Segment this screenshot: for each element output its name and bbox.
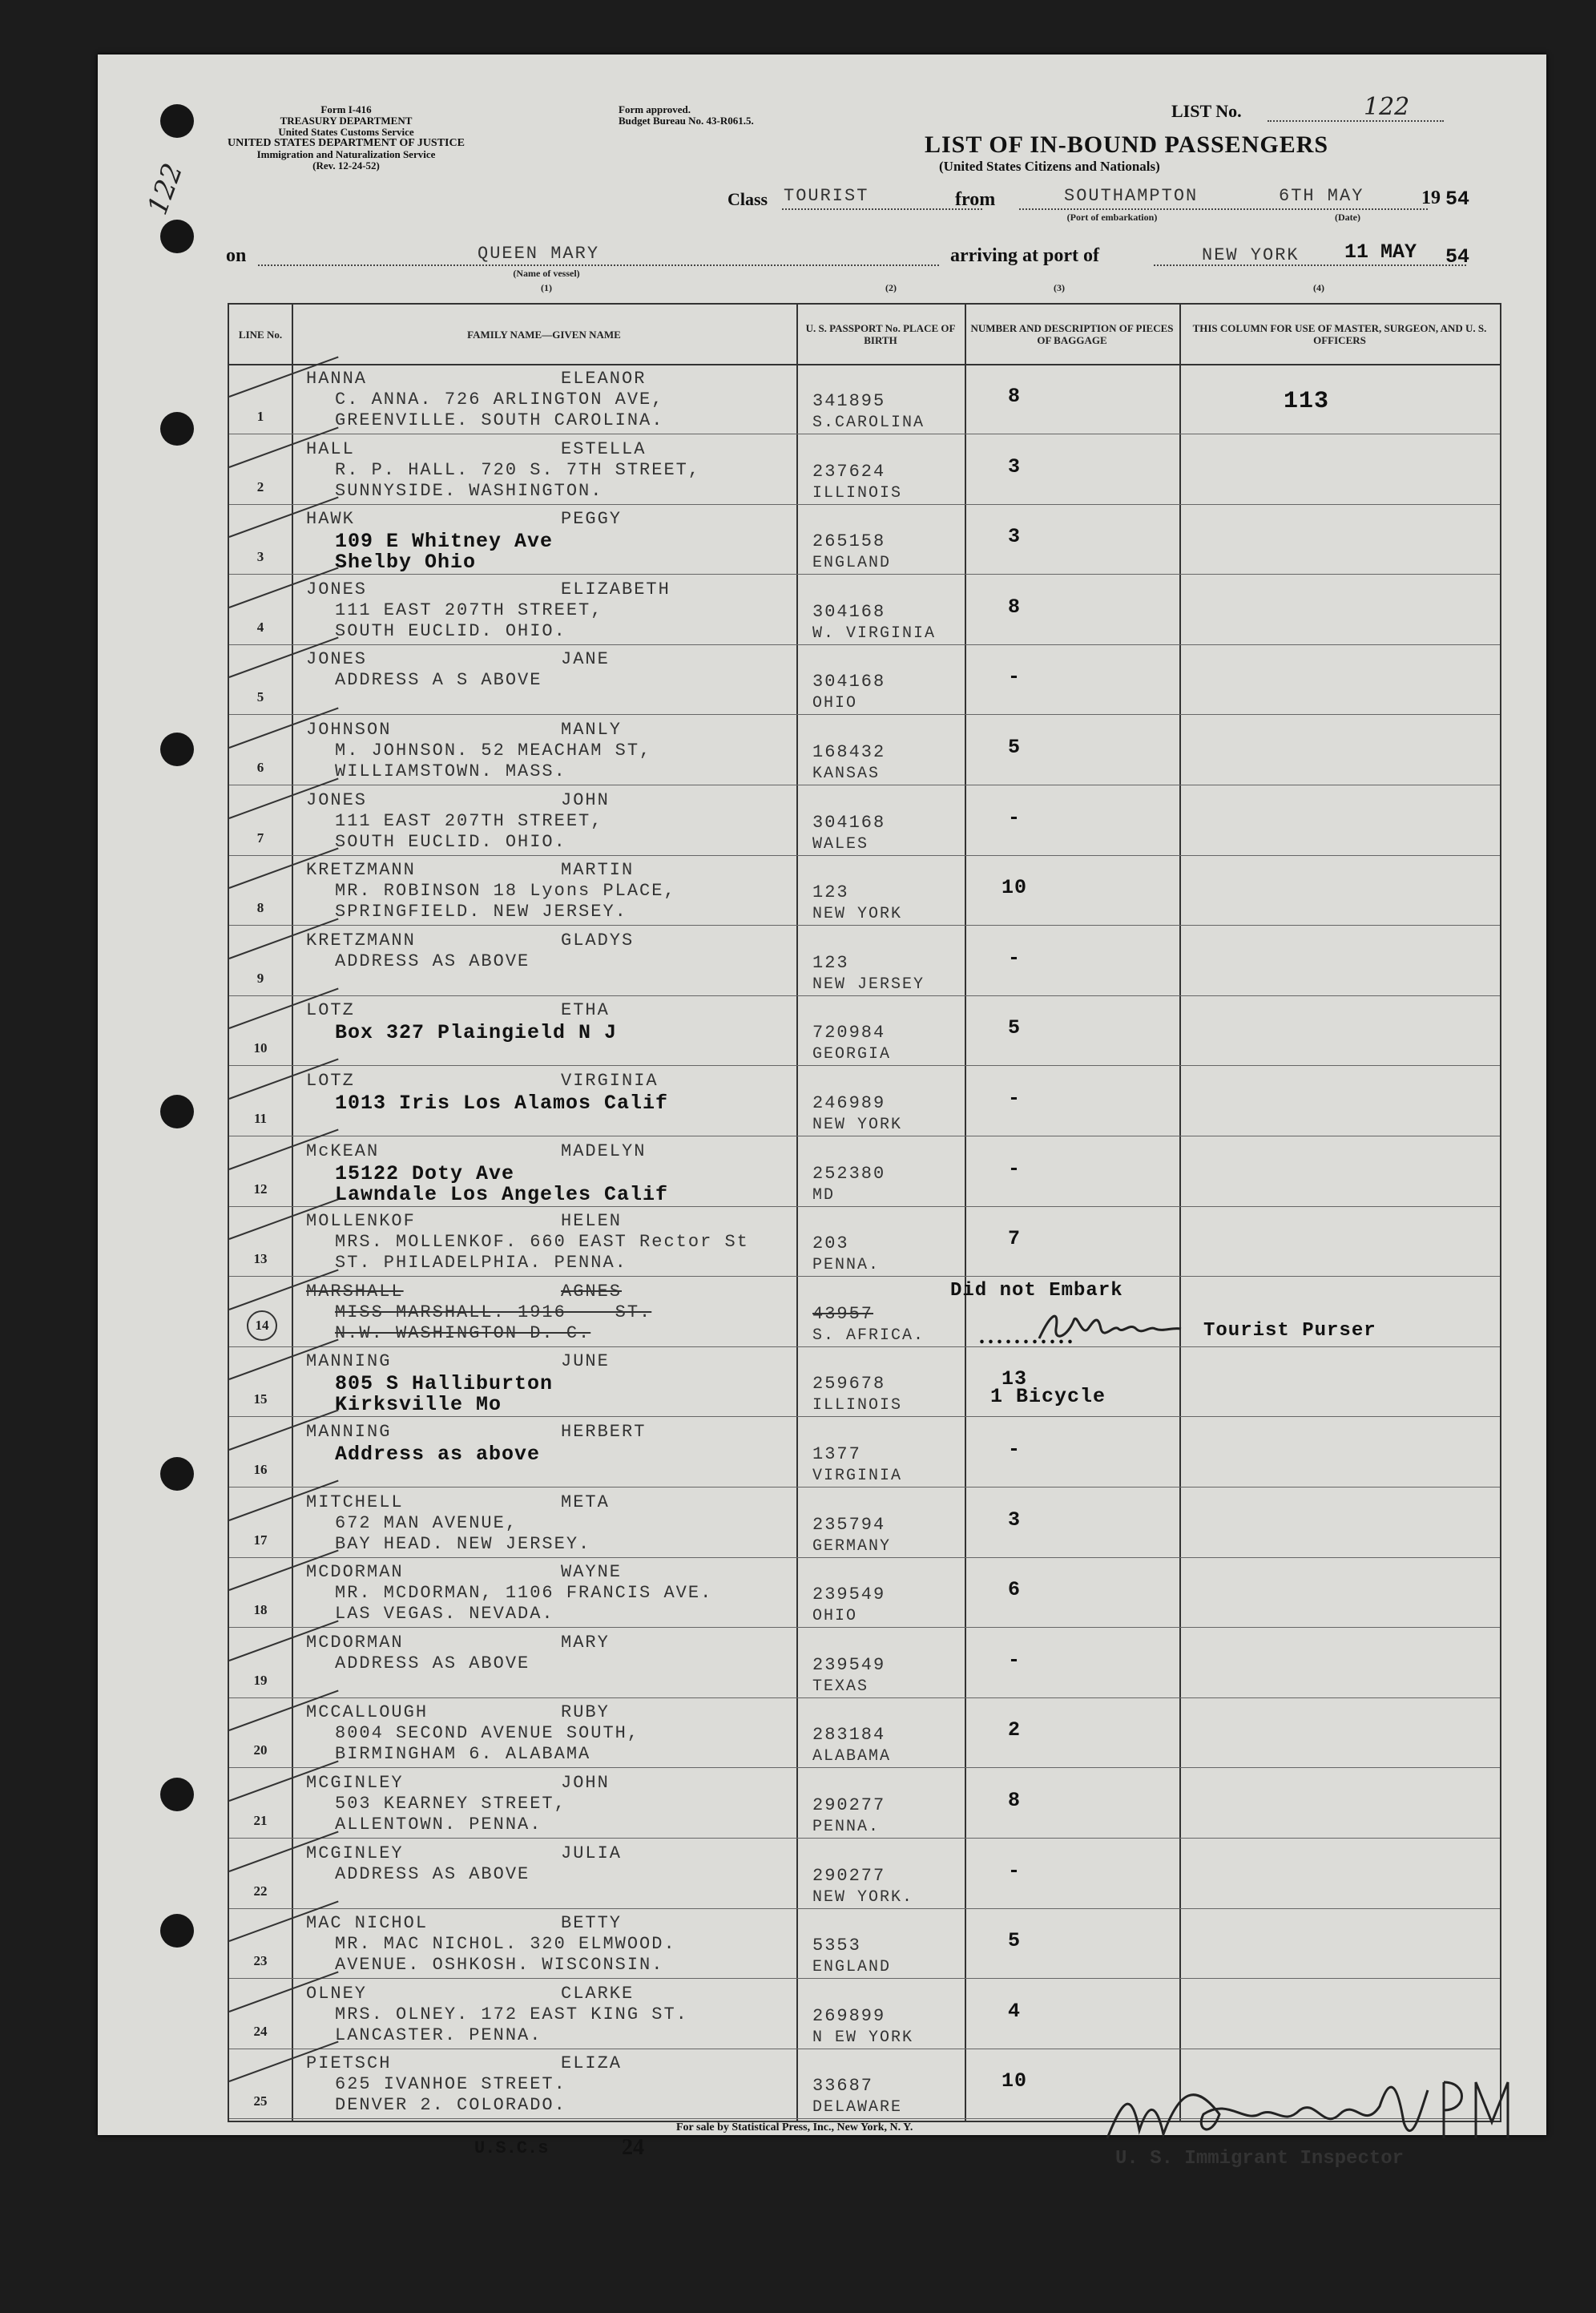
- table-row: [229, 1557, 1500, 1628]
- baggage-count: 10: [1001, 876, 1027, 900]
- given-name: JUNE: [561, 1351, 610, 1372]
- baggage-count: Did not Embark: [950, 1279, 1123, 1302]
- address-line-1: 15122 Doty Ave: [335, 1161, 515, 1185]
- from-line: [1019, 208, 1428, 210]
- given-name: JOHN: [561, 1773, 610, 1793]
- address-line-2: SPRINGFIELD. NEW JERSEY.: [335, 902, 627, 922]
- baggage-count: 8: [1007, 385, 1021, 408]
- address-line-2: WILLIAMSTOWN. MASS.: [335, 761, 566, 781]
- baggage-count: -: [1007, 1648, 1021, 1672]
- table-row: [229, 1839, 1500, 1909]
- caption-1: (1): [541, 282, 552, 293]
- vessel-caption: (Name of vessel): [513, 268, 580, 279]
- budget-bureau: Budget Bureau No. 43-R061.5.: [619, 115, 754, 127]
- address-line-2: LAS VEGAS. NEVADA.: [335, 1604, 554, 1625]
- address-line-1: Box 327 Plaingield N J: [335, 1021, 618, 1045]
- passport-number: 269899: [812, 2005, 886, 2026]
- baggage-count: 5: [1007, 1929, 1021, 1953]
- passport-number: 246989: [812, 1093, 886, 1113]
- customs-service: United States Customs Service: [278, 126, 414, 138]
- passport-number: 33687: [812, 2076, 874, 2097]
- table-row: [229, 1277, 1500, 1347]
- given-name: ELEANOR: [561, 369, 647, 389]
- table-row: [229, 1346, 1500, 1417]
- place-of-birth: S. AFRICA.: [812, 1326, 925, 1345]
- table-row: [229, 715, 1500, 785]
- purser-signature: [1035, 1305, 1187, 1356]
- given-name: ESTELLA: [561, 438, 647, 459]
- table-row: [229, 995, 1500, 1066]
- family-name: MAC NICHOL: [306, 1913, 429, 1934]
- baggage-count: 2: [1007, 1718, 1021, 1742]
- place-of-birth: VIRGINIA: [812, 1467, 903, 1485]
- address-line-1: MRS. MOLLENKOF. 660 EAST Rector St: [335, 1232, 749, 1253]
- punch-hole: [160, 1778, 194, 1811]
- place-of-birth: OHIO: [812, 694, 858, 713]
- table-row: [229, 575, 1500, 645]
- year-prefix: 19: [1421, 188, 1441, 208]
- baggage-count: -: [1007, 1087, 1021, 1110]
- port-embark-caption: (Port of embarkation): [1066, 212, 1158, 223]
- margin-note: 122: [141, 159, 190, 220]
- line-number: 13: [253, 1251, 268, 1267]
- form-number: Form I-416: [320, 103, 372, 115]
- embark-date: 6TH MAY: [1279, 186, 1364, 206]
- address-line-1: MISS MARSHALL. 1916 -- ST.: [335, 1302, 652, 1322]
- passenger-table: [228, 303, 1501, 2122]
- place-of-birth: GERMANY: [812, 1536, 892, 1556]
- address-line-2: SOUTH EUCLID. OHIO.: [335, 620, 566, 641]
- address-line-1: ADDRESS A S ABOVE: [335, 670, 542, 691]
- place-of-birth: OHIO: [812, 1607, 858, 1626]
- family-name: HANNA: [306, 369, 368, 389]
- inspector-signature: [1099, 2066, 1516, 2158]
- address-line-1: MR. ROBINSON 18 Lyons PLACE,: [335, 881, 676, 902]
- line-number: 17: [253, 1532, 268, 1548]
- passport-number: 304168: [812, 812, 886, 833]
- baggage-count: -: [1007, 1156, 1021, 1181]
- address-line-2: AVENUE. OSHKOSH. WISCONSIN.: [335, 1955, 664, 1976]
- line-number: 19: [253, 1672, 268, 1688]
- list-no-value: 122: [1364, 93, 1410, 121]
- punch-hole: [160, 733, 194, 766]
- address-line-2: LANCASTER. PENNA.: [335, 2024, 542, 2045]
- place-of-birth: NEW YORK.: [812, 1887, 914, 1907]
- given-name: META: [561, 1492, 610, 1512]
- embark-port: SOUTHAMPTON: [1064, 186, 1199, 206]
- address-line-2: Shelby Ohio: [335, 551, 477, 575]
- given-name: PEGGY: [561, 509, 623, 530]
- family-name: MCDORMAN: [306, 1562, 404, 1583]
- address-line-1: C. ANNA. 726 ARLINGTON AVE,: [335, 390, 664, 410]
- given-name: MARTIN: [561, 860, 635, 881]
- baggage-count: 3: [1007, 1508, 1021, 1532]
- table-row: [229, 785, 1500, 856]
- punch-hole: [160, 1457, 194, 1491]
- passport-number: 5353: [812, 1936, 861, 1956]
- address-line-1: 672 MAN AVENUE,: [335, 1512, 518, 1533]
- address-line-2: SUNNYSIDE. WASHINGTON.: [335, 480, 603, 501]
- passport-number: 239549: [812, 1654, 886, 1675]
- baggage-count: -: [1007, 1438, 1021, 1461]
- passport-number: 43957: [812, 1303, 874, 1324]
- passport-number: 1377: [812, 1444, 861, 1464]
- given-name: HELEN: [561, 1211, 623, 1232]
- given-name: ELIZA: [561, 2053, 623, 2074]
- family-name: MANNING: [306, 1351, 392, 1372]
- officer-note: 113: [1284, 388, 1330, 415]
- passport-number: 203: [812, 1233, 849, 1254]
- usc-label: U.S.C.s: [474, 2138, 549, 2158]
- given-name: BETTY: [561, 1913, 623, 1934]
- form-approved: Form approved.: [619, 103, 691, 115]
- given-name: MARY: [561, 1632, 610, 1653]
- line-number: 11: [253, 1111, 268, 1126]
- family-name: MANNING: [306, 1422, 392, 1442]
- punch-hole: [160, 412, 194, 446]
- given-name: JOHN: [561, 789, 610, 810]
- manifest-sheet: [98, 54, 1546, 2170]
- punch-hole: [160, 1914, 194, 1948]
- revision: (Rev. 12-24-52): [312, 159, 380, 172]
- line-number: 24: [253, 2023, 268, 2039]
- place-of-birth: NEW YORK: [812, 905, 903, 924]
- arrival-port: NEW YORK: [1202, 245, 1300, 265]
- family-name: KRETZMANN: [306, 860, 416, 881]
- line-number: 7: [256, 830, 264, 846]
- place-of-birth: NEW JERSEY: [812, 975, 925, 994]
- list-no-line: [1268, 120, 1444, 122]
- table-row: [229, 504, 1500, 575]
- officer-note: Tourist Purser: [1203, 1319, 1376, 1342]
- table-row: [229, 434, 1500, 505]
- address-line-1: 805 S Halliburton: [335, 1372, 554, 1396]
- line-number: 1: [256, 409, 264, 424]
- place-of-birth: WALES: [812, 834, 869, 854]
- address-line-2: Kirksville Mo: [335, 1393, 502, 1417]
- family-name: JONES: [306, 579, 368, 599]
- given-name: ELIZABETH: [561, 579, 671, 599]
- baggage-count: -: [1007, 665, 1021, 689]
- family-name: HAWK: [306, 509, 355, 530]
- family-name: LOTZ: [306, 1071, 355, 1091]
- class-label: Class: [727, 189, 768, 209]
- family-name: MCGINLEY: [306, 1773, 404, 1793]
- passport-number: 304168: [812, 601, 886, 622]
- place-of-birth: PENNA.: [812, 1818, 881, 1836]
- address-line-1: 1013 Iris Los Alamos Calif: [335, 1092, 669, 1115]
- place-of-birth: DELAWARE: [812, 2098, 903, 2117]
- passport-number: 168432: [812, 742, 886, 762]
- caption-3: (3): [1054, 282, 1065, 293]
- given-name: CLARKE: [561, 1983, 635, 2004]
- table-row: [229, 1768, 1500, 1839]
- arrival-line: [1154, 264, 1466, 266]
- line-number: 23: [253, 1953, 268, 1969]
- baggage-count: 5: [1007, 736, 1021, 759]
- line-number: 6: [256, 760, 264, 775]
- baggage-count: -: [1007, 1859, 1021, 1883]
- line-number: 12: [253, 1181, 268, 1197]
- family-name: JOHNSON: [306, 720, 392, 740]
- address-line-1: 625 IVANHOE STREET.: [335, 2074, 566, 2095]
- given-name: MANLY: [561, 720, 623, 740]
- usc-count: 24: [622, 2135, 644, 2160]
- passport-number: 259678: [812, 1374, 886, 1395]
- table-row: [229, 855, 1500, 926]
- passport-number: 283184: [812, 1725, 886, 1746]
- caption-4: (4): [1313, 282, 1324, 293]
- family-name: LOTZ: [306, 1000, 355, 1021]
- given-name: JANE: [561, 649, 610, 670]
- punch-hole: [160, 1095, 194, 1128]
- form-identity-block: [210, 104, 482, 172]
- line-number: 18: [253, 1602, 268, 1618]
- table-row: [229, 1908, 1500, 1979]
- line-number: 20: [253, 1742, 268, 1758]
- table-row: [229, 1628, 1500, 1698]
- given-name: AGNES: [561, 1281, 623, 1302]
- passport-number: 123: [812, 952, 849, 973]
- place-of-birth: NEW YORK: [812, 1116, 903, 1134]
- line-number: 4: [256, 619, 264, 635]
- family-name: HALL: [306, 438, 355, 459]
- place-of-birth: KANSAS: [812, 765, 881, 783]
- purser-signature-mark: [1035, 1305, 1187, 1348]
- place-of-birth: MD: [812, 1185, 836, 1205]
- statistical-press: For sale by Statistical Press, Inc., New York, N. Y.: [676, 2121, 913, 2133]
- place-of-birth: PENNA.: [812, 1256, 881, 1275]
- place-of-birth: W. VIRGINIA: [812, 624, 937, 643]
- family-name: MOLLENKOF: [306, 1211, 416, 1232]
- address-line-2: DENVER 2. COLORADO.: [335, 2095, 566, 2116]
- col-head-baggage: NUMBER AND DESCRIPTION OF PIECES OF BAGGAGE: [965, 305, 1179, 365]
- place-of-birth: S.CAROLINA: [812, 414, 925, 432]
- page-title: LIST OF IN-BOUND PASSENGERS: [925, 131, 1329, 158]
- table-row: [229, 1066, 1500, 1136]
- address-line-2: GREENVILLE. SOUTH CAROLINA.: [335, 410, 664, 430]
- family-name: KRETZMANN: [306, 930, 416, 951]
- ins-service: Immigration and Naturalization Service: [256, 148, 436, 160]
- address-line-2: ST. PHILADELPHIA. PENNA.: [335, 1253, 627, 1274]
- family-name: MCGINLEY: [306, 1843, 404, 1863]
- given-name: RUBY: [561, 1702, 610, 1723]
- baggage-count: -: [1007, 946, 1021, 970]
- table-row: [229, 1697, 1500, 1768]
- baggage-count: 3: [1007, 525, 1021, 549]
- address-line-1: R. P. HALL. 720 S. 7TH STREET,: [335, 459, 701, 480]
- class-line: [782, 208, 982, 210]
- vessel-line: [258, 264, 939, 266]
- list-no-label: LIST No.: [1171, 101, 1242, 121]
- baggage-count: 3: [1007, 454, 1021, 478]
- family-name: MCDORMAN: [306, 1632, 404, 1653]
- family-name: MCCALLOUGH: [306, 1702, 429, 1723]
- given-name: HERBERT: [561, 1422, 647, 1442]
- class-value: TOURIST: [784, 186, 869, 206]
- family-name: JONES: [306, 789, 368, 810]
- given-name: MADELYN: [561, 1140, 647, 1161]
- table-row: [229, 1979, 1500, 2049]
- given-name: WAYNE: [561, 1562, 623, 1583]
- address-line-1: Address as above: [335, 1443, 541, 1466]
- purser-dots: ...........: [979, 1324, 1076, 1349]
- line-number: 15: [253, 1391, 268, 1407]
- from-label: from: [955, 189, 996, 210]
- bicycle-note: 1 Bicycle: [990, 1385, 1106, 1408]
- table-row: [229, 1206, 1500, 1277]
- line-number: 5: [256, 689, 264, 705]
- baggage-count: 6: [1007, 1578, 1021, 1602]
- passport-number: 123: [812, 882, 849, 903]
- approval-block: [619, 104, 754, 127]
- inspector-signature-mark: [1099, 2066, 1516, 2154]
- vessel-name: QUEEN MARY: [478, 244, 600, 264]
- place-of-birth: GEORGIA: [812, 1045, 892, 1064]
- table-row: [229, 926, 1500, 996]
- line-number: 21: [253, 1813, 268, 1828]
- year: 54: [1445, 188, 1470, 211]
- col-head-officers: THIS COLUMN FOR USE OF MASTER, SURGEON, AND U. S. OFFICERS: [1179, 305, 1500, 365]
- col-head-passport: U. S. PASSPORT No. PLACE OF BIRTH: [796, 305, 965, 365]
- line-number: 22: [253, 1883, 268, 1899]
- baggage-count: 8: [1007, 1789, 1021, 1812]
- address-line-1: ADDRESS AS ABOVE: [335, 1653, 530, 1673]
- line-number: 2: [256, 478, 264, 494]
- arrival-date: 11 MAY: [1344, 240, 1417, 264]
- passport-number: 239549: [812, 1584, 886, 1605]
- table-row: [229, 644, 1500, 715]
- page-subtitle: (United States Citizens and Nationals): [939, 159, 1160, 174]
- baggage-count: 5: [1007, 1016, 1021, 1040]
- place-of-birth: TEXAS: [812, 1677, 869, 1696]
- line-number: 14: [247, 1310, 277, 1341]
- baggage-count: 7: [1007, 1227, 1021, 1251]
- family-name: PIETSCH: [306, 2053, 392, 2074]
- place-of-birth: ILLINOIS: [812, 1396, 903, 1415]
- passport-number: 304168: [812, 672, 886, 692]
- passport-number: 235794: [812, 1514, 886, 1535]
- family-name: JONES: [306, 649, 368, 670]
- date-caption: (Date): [1335, 212, 1360, 223]
- line-number: 25: [253, 2093, 268, 2109]
- baggage-count: -: [1007, 805, 1021, 830]
- passport-number: 720984: [812, 1023, 886, 1043]
- table-row: [229, 364, 1500, 434]
- address-line-1: M. JOHNSON. 52 MEACHAM ST,: [335, 741, 652, 761]
- given-name: JULIA: [561, 1843, 623, 1863]
- address-line-2: BAY HEAD. NEW JERSEY.: [335, 1533, 591, 1554]
- table-row: [229, 1488, 1500, 1558]
- address-line-1: MR. MCDORMAN, 1106 FRANCIS AVE.: [335, 1583, 713, 1604]
- baggage-count: 13: [1001, 1367, 1027, 1391]
- passport-number: 290277: [812, 1795, 886, 1815]
- justice-dept: UNITED STATES DEPARTMENT OF JUSTICE: [228, 137, 465, 149]
- line-number: 3: [256, 549, 264, 565]
- family-name: McKEAN: [306, 1140, 380, 1161]
- place-of-birth: ENGLAND: [812, 554, 892, 573]
- baggage-count: 8: [1007, 595, 1021, 619]
- inspector-label: U. S. Immigrant Inspector: [1115, 2148, 1405, 2170]
- address-line-1: ADDRESS AS ABOVE: [335, 1863, 530, 1884]
- arrival-year: 54: [1445, 245, 1470, 268]
- place-of-birth: N EW YORK: [812, 2028, 914, 2047]
- baggage-count: 4: [1007, 1999, 1021, 2023]
- punch-hole: [160, 220, 194, 253]
- passport-number: 237624: [812, 461, 886, 482]
- table-row: [229, 1136, 1500, 1207]
- given-name: GLADYS: [561, 930, 635, 951]
- line-number: 9: [256, 970, 264, 986]
- address-line-2: Lawndale Los Angeles Calif: [335, 1182, 669, 1206]
- col-head-line: LINE No.: [229, 305, 292, 365]
- passport-number: 290277: [812, 1865, 886, 1886]
- address-line-1: 8004 SECOND AVENUE SOUTH,: [335, 1723, 640, 1744]
- given-name: ETHA: [561, 1000, 610, 1021]
- address-line-1: 109 E Whitney Ave: [335, 530, 554, 554]
- address-line-1: MRS. OLNEY. 172 EAST KING ST.: [335, 2004, 688, 2024]
- address-line-1: MR. MAC NICHOL. 320 ELMWOOD.: [335, 1934, 676, 1955]
- given-name: VIRGINIA: [561, 1071, 659, 1091]
- line-number: 8: [256, 900, 264, 916]
- passport-number: 252380: [812, 1163, 886, 1184]
- place-of-birth: ILLINOIS: [812, 483, 903, 503]
- place-of-birth: ALABAMA: [812, 1747, 892, 1766]
- address-line-1: 503 KEARNEY STREET,: [335, 1794, 566, 1814]
- on-label: on: [226, 245, 247, 266]
- address-line-1: ADDRESS AS ABOVE: [335, 951, 530, 971]
- treasury-dept: TREASURY DEPARTMENT: [280, 115, 413, 127]
- line-number: 10: [253, 1040, 268, 1056]
- passport-number: 341895: [812, 391, 886, 411]
- address-line-2: BIRMINGHAM 6. ALABAMA: [335, 1744, 591, 1765]
- address-line-1: 111 EAST 207TH STREET,: [335, 810, 603, 831]
- table-row: [229, 1417, 1500, 1488]
- passport-number: 265158: [812, 531, 886, 552]
- caption-2: (2): [885, 282, 897, 293]
- family-name: MARSHALL: [306, 1281, 404, 1302]
- place-of-birth: ENGLAND: [812, 1958, 892, 1977]
- baggage-count: 10: [1001, 2069, 1027, 2093]
- arriving-label: arriving at port of: [950, 245, 1099, 266]
- address-line-2: ALLENTOWN. PENNA.: [335, 1814, 542, 1835]
- address-line-2: SOUTH EUCLID. OHIO.: [335, 831, 566, 852]
- family-name: OLNEY: [306, 1983, 368, 2004]
- address-line-2: N.W. WASHINGTON D. C.: [335, 1322, 591, 1343]
- family-name: MITCHELL: [306, 1492, 404, 1512]
- col-head-name: FAMILY NAME—GIVEN NAME: [292, 305, 796, 365]
- punch-hole: [160, 104, 194, 138]
- line-number: 16: [253, 1462, 268, 1477]
- address-line-1: 111 EAST 207TH STREET,: [335, 599, 603, 620]
